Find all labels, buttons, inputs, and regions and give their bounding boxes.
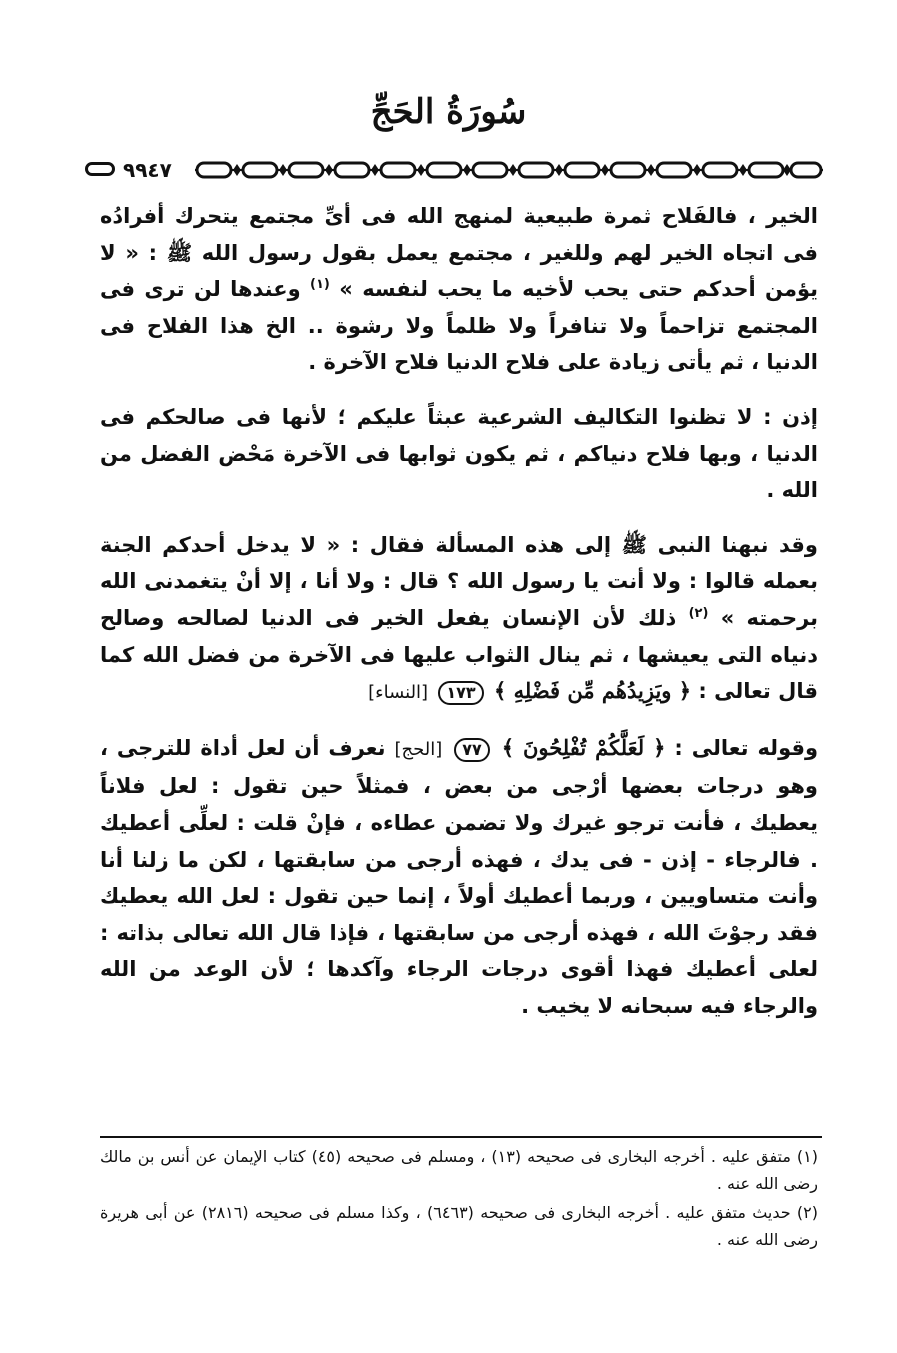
- paragraph-3-text-a: وقد نبهنا النبى ﷺ إلى هذه المسألة فقال : « لا يدخل أحدكم الجنة بعمله قالوا : ولا أنت يا رسول الله ؟ قال : ولا أنا ، إلا أنْ يتغمدنى الله برحمته »: [100, 532, 819, 630]
- paragraph-1-text-b: وعندها لن ترى فى المجتمع تزاحماً ولا تنافراً ولا ظلماً ولا رشوة .. الخ هذا الفلاح فى الدنيا ، ثم يأتى زيادة على فلاح الدنيا فلاح الآخرة .: [100, 277, 818, 375]
- surah-reference-2: [الحج]: [394, 738, 443, 760]
- verse-number-1: ١٧٣: [438, 681, 483, 705]
- ornament-cap: [85, 162, 115, 176]
- paragraph-3-text-b: ذلك لأن الإنسان يفعل الخير فى الدنيا لصالحه وصالح دنياه التى يعيشها ، ثم ينال الثواب عليها فى الآخرة من فضل الله كما قال تعالى :: [100, 605, 818, 704]
- footnote-marker-1: (١): [310, 277, 330, 293]
- quran-verse-2: ﴿ لَعَلَّكُمْ تُفْلِحُونَ ﴾: [501, 734, 666, 760]
- main-text: [100, 198, 818, 1024]
- paragraph-1-text-a: الخير ، فالفَلاح ثمرة طبيعية لمنهج الله فى أىِّ مجتمع يتحرك أفرادُه فى اتجاه الخير لهم وللغير ، مجتمع يعمل بقول رسول الله ﷺ : « لا يؤمن أحدكم حتى يحب لأخيه ما يحب لنفسه »: [100, 204, 818, 302]
- paragraph-2: إذن : لا تظنوا التكاليف الشرعية عبثاً عليكم ؛ لأنها فى صالحكم فى الدنيا ، وبها فلاح دنياكم ، ثم يكون ثوابها فى الآخرة مَحْض الفضل من الله .: [100, 404, 818, 503]
- footnote-1: (١) متفق عليه . أخرجه البخارى فى صحيحه (١٣) ، ومسلم فى صحيحه (٤٥) كتاب الإيمان عن أنس بن مالك رضى الله عنه .: [100, 1147, 818, 1193]
- footnote-2: (٢) حديث متفق عليه . أخرجه البخارى فى صحيحه (٦٤٦٣) ، وكذا مسلم فى صحيحه (٢٨١٦) عن أبى هريرة رضى الله عنه .: [100, 1203, 819, 1249]
- verse-number-2: ٧٧: [454, 738, 490, 762]
- footnotes: [100, 1143, 818, 1253]
- quran-verse-1: ﴿ ويَزِيدُهُم مِّن فَضْلِهِ ﴾: [494, 678, 692, 704]
- paragraph-1: [100, 198, 818, 381]
- header-ornament-band: [85, 155, 823, 185]
- paragraph-4-text-b: نعرف أن لعل أداة للترجى ، وهو درجات بعضها أرْجى من بعض ، فمثلاً حين تقول : لعل فلاناً يعطيك ، فأنت ترجو غيرك ولا تضمن عطاءه ، فإنْ قلت : لعلِّى أعطيك . فالرجاء - إذن - فى يدك ، فهذه أرجى من سابقتها ، لكن ما زلنا أنا وأنت متساويين ، وربما أعطيك أولاً ، إنما حين تقول : لعل الله يعطيك فقد رجوْتَ الله ، فهذه أرجى من سابقتها ، فإذا قال الله تعالى بذاته : لعلى أعطيك فهذا أقوى درجات الرجاء وآكدها ؛ لأن الوعد من الله والرجاء فيه سبحانه لا يخيب .: [100, 735, 818, 1018]
- footnote-separator: [100, 1136, 822, 1138]
- paragraph-4: [100, 730, 818, 1025]
- surah-reference-1: [النساء]: [368, 682, 429, 704]
- paragraph-4-text-a: وقوله تعالى :: [665, 735, 819, 760]
- surah-title: سُورَةُ الحَجِّ: [370, 92, 527, 132]
- page-number: ٩٩٤٧: [85, 155, 178, 185]
- footnote-marker-2: (٢): [688, 605, 709, 621]
- paragraph-3: [100, 527, 818, 712]
- chain-ornament: [195, 158, 823, 182]
